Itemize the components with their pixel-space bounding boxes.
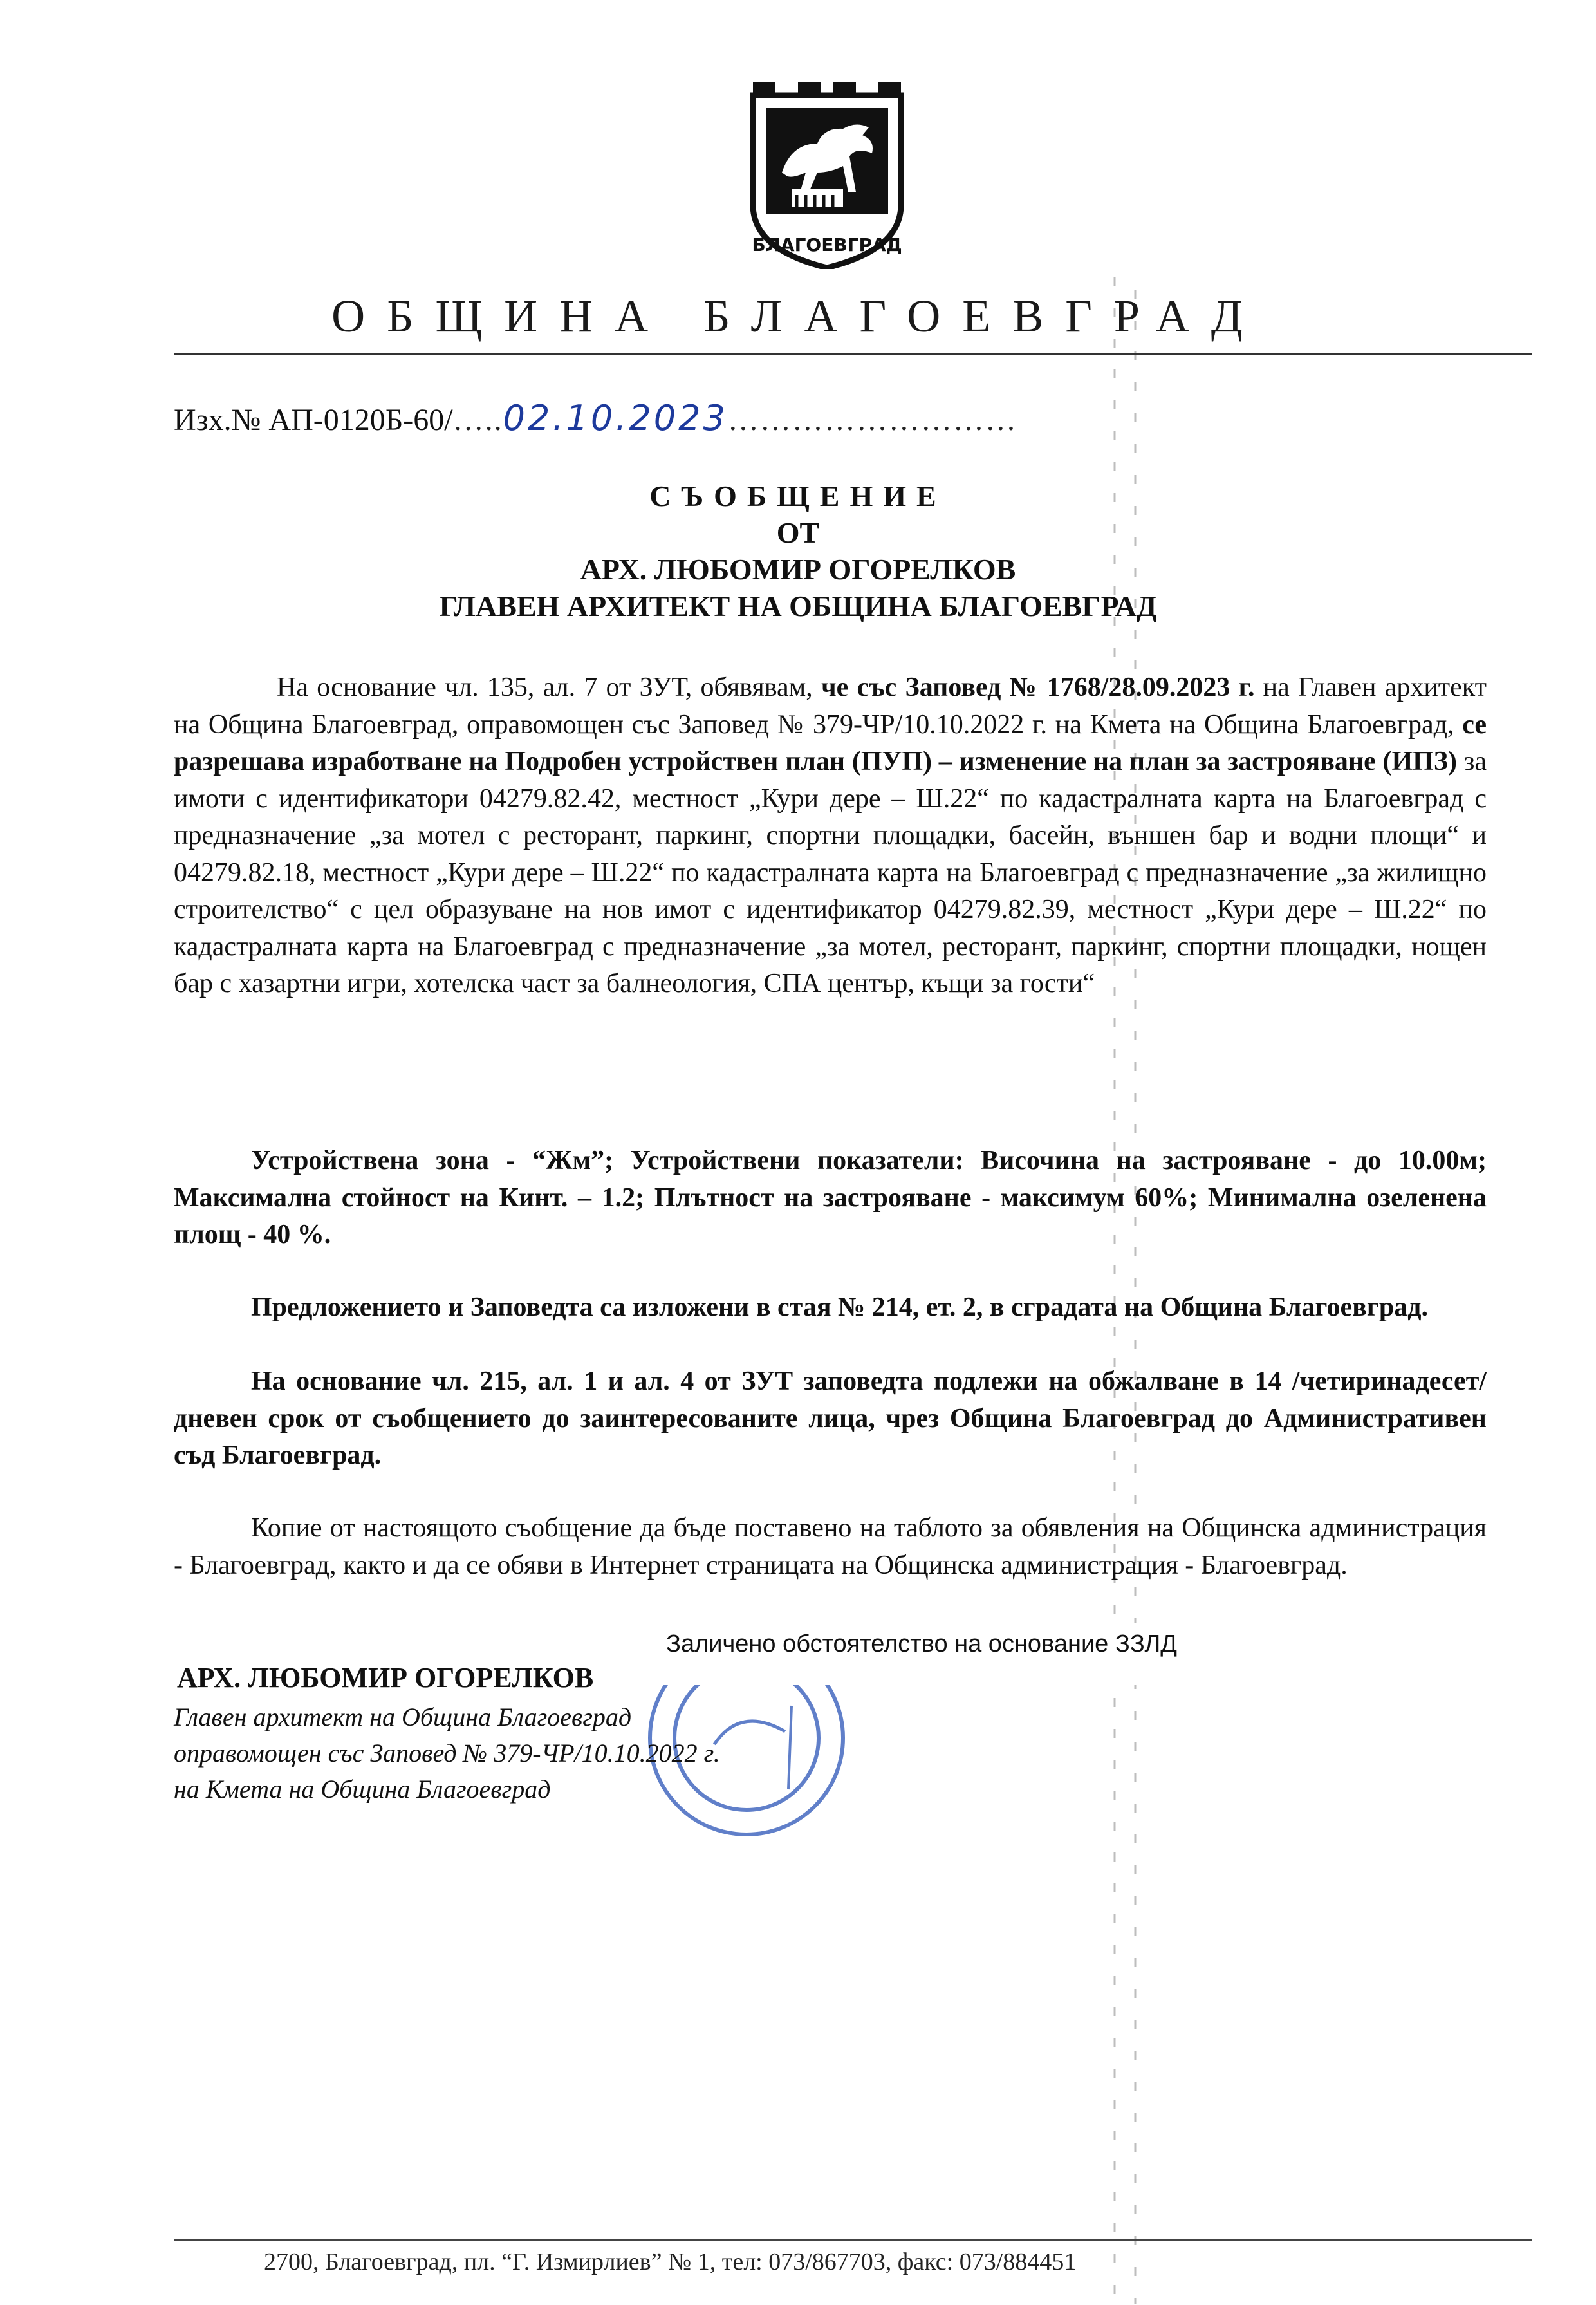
signatory-name: АРХ. ЛЮБОМИР ОГОРЕЛКОВ	[177, 1662, 594, 1694]
para1-text-1: На основание чл. 135, ал. 7 от ЗУТ, обявявам,	[277, 673, 821, 702]
signatory-title-3: на Кмета на Община Благоевград	[174, 1775, 551, 1804]
footer-address: 2700, Благоевград, пл. “Г. Измирлиев” № 1, тел: 073/867703, факс: 073/884451	[264, 2248, 1077, 2275]
para1-text-3: за имоти с идентификатори 04279.82.42, местност „Кури дере – Ш.22“ по кадастралната карта на Благоевград с предназначение „за мотел с ресторант, паркинг, спортни площадки, басейн, външен бар и водни площи“ и 04279.82.18, местност „Кури дере – Ш.22“ по кадастралната карта на Благоевград с предназначение „за жилищно строителство“ с цел образуване на нов имот с идентификатор 04279.82.39, местност „Кури дере – Ш.22“ по кадастралната карта на Благоевград с предназначение „за мотел, ресторант, паркинг, спортни площадки, нощен бар с хазартни игри, хотелска част за балнеология, СПА център, къщи за гости“	[174, 747, 1487, 998]
para1-permission: се разрешава изработване на Подробен устройствен план (ПУП) – изменение на план за застрояване (ИПЗ)	[174, 709, 1487, 776]
outgoing-reference	[174, 398, 1017, 438]
paragraph-publication: Копие от настоящото съобщение да бъде поставено на таблото за обявления на Общинска администрация - Благоевград, както и да се обяви в Интернет страницата на Общинска администрация - Благоевград.	[174, 1513, 1487, 1580]
paragraph-order	[174, 669, 1487, 1003]
paragraph-appeal: На основание чл. 215, ал. 1 и ал. 4 от ЗУТ заповедта подлежи на обжалване в 14 /четиринадесет/ дневен срок от съобщението до заинтересованите лица, чрез Община Благоевград до Административен съд Благоевград.	[174, 1367, 1487, 1470]
signatory-title-1: Главен архитект на Община Благоевград	[174, 1703, 632, 1731]
heading-line-2: ОТ	[776, 516, 820, 549]
footer-divider	[174, 2239, 1532, 2241]
heading-line-4: ГЛАВЕН АРХИТЕКТ НА ОБЩИНА БЛАГОЕВГРАД	[439, 590, 1157, 622]
reference-number: Изх.№ АП-0120Б-60/	[174, 403, 453, 437]
header-divider	[174, 353, 1532, 355]
reference-dots-after: ………………………	[727, 403, 1017, 437]
coat-of-arms-logo	[747, 82, 907, 269]
handwritten-date: 02.10.2023	[503, 398, 728, 438]
crest-caption: БЛАГОЕВГРАД	[752, 234, 902, 256]
reference-dots-before: …..	[452, 403, 503, 437]
para1-text-2: на Главен архитект на Община Благоевград, оправомощен със Заповед № 379-ЧР/10.10.2022 г. на Кмета на Община Благоевград,	[174, 673, 1487, 740]
document-heading	[0, 478, 1596, 624]
paragraph-exhibition: Предложението и Заповедта са изложени в стая № 214, ет. 2, в сградата на Община Благоевград.	[251, 1292, 1428, 1322]
signatory-title-2: оправомощен със Заповед № 379-ЧР/10.10.2022 г.	[174, 1739, 720, 1768]
municipality-title: ОБЩИНА БЛАГОЕВГРАД	[331, 290, 1265, 342]
heading-line-3: АРХ. ЛЮБОМИР ОГОРЕЛКОВ	[580, 553, 1016, 586]
redaction-note: Заличено обстоятелство на основание ЗЗЛД	[666, 1630, 1178, 1657]
para1-order-ref: че със Заповед № 1768/28.09.2023 г.	[821, 673, 1255, 702]
paragraph-zoning: Устройствена зона - “Жм”; Устройствени показатели: Височина на застрояване - до 10.00м; Максимална стойност на Кинт. – 1.2; Плътност на застрояване - максимум 60%; Минимална озеленена площ - 40 %.	[174, 1146, 1487, 1249]
heading-line-1: СЪОБЩЕНИЕ	[649, 480, 947, 512]
